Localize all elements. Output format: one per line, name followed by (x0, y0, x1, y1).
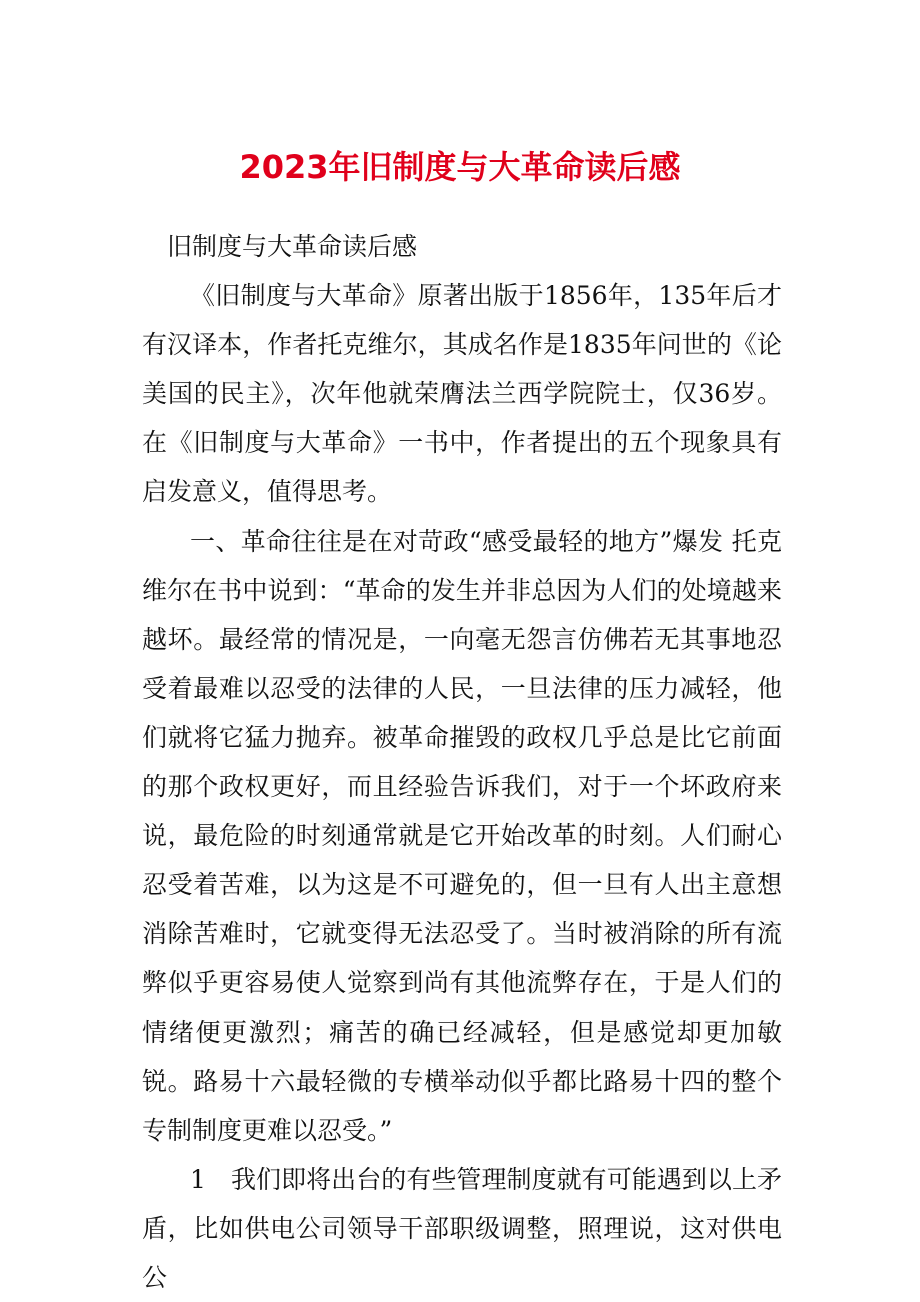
paragraph-point-one: 一、革命往往是在对苛政“感受最轻的地方”爆发 托克维尔在书中说到：“革命的发生并非总因为人们的处境越来越坏。最经常的情况是，一向毫无怨言仿佛若无其事地忍受着最难以忍受的法律的人民，一旦法律的压力减轻，他们就将它猛力抛弃。被革命摧毁的政权几乎总是比它前面的那个政权更好，而且经验告诉我们，对于一个坏政府来说，最危险的时刻通常就是它开始改革的时刻。人们耐心忍受着苦难，以为这是不可避免的，但一旦有人出主意想消除苦难时，它就变得无法忍受了。当时被消除的所有流弊似乎更容易使人觉察到尚有其他流弊存在，于是人们的情绪便更激烈；痛苦的确已经减轻，但是感觉却更加敏锐。路易十六最轻微的专横举动似乎都比路易十四的整个专制制度更难以忍受。” (142, 526, 782, 1145)
document-subtitle: 旧制度与大革命读后感 (167, 232, 418, 261)
document-body (142, 222, 782, 1302)
paragraph-application: 1 我们即将出台的有些管理制度就有可能遇到以上矛盾，比如供电公司领导干部职级调整，照理说，这对供电公 (142, 1164, 782, 1292)
document-title: 2023年旧制度与大革命读后感 (239, 148, 681, 186)
paragraph-intro: 《旧制度与大革命》原著出版于1856年，135年后才有汉译本，作者托克维尔，其成名作是1835年问世的《论美国的民主》，次年他就荣膺法兰西学院院士，仅36岁。在《旧制度与大革命》一书中，作者提出的五个现象具有启发意义，值得思考。 (142, 281, 782, 507)
